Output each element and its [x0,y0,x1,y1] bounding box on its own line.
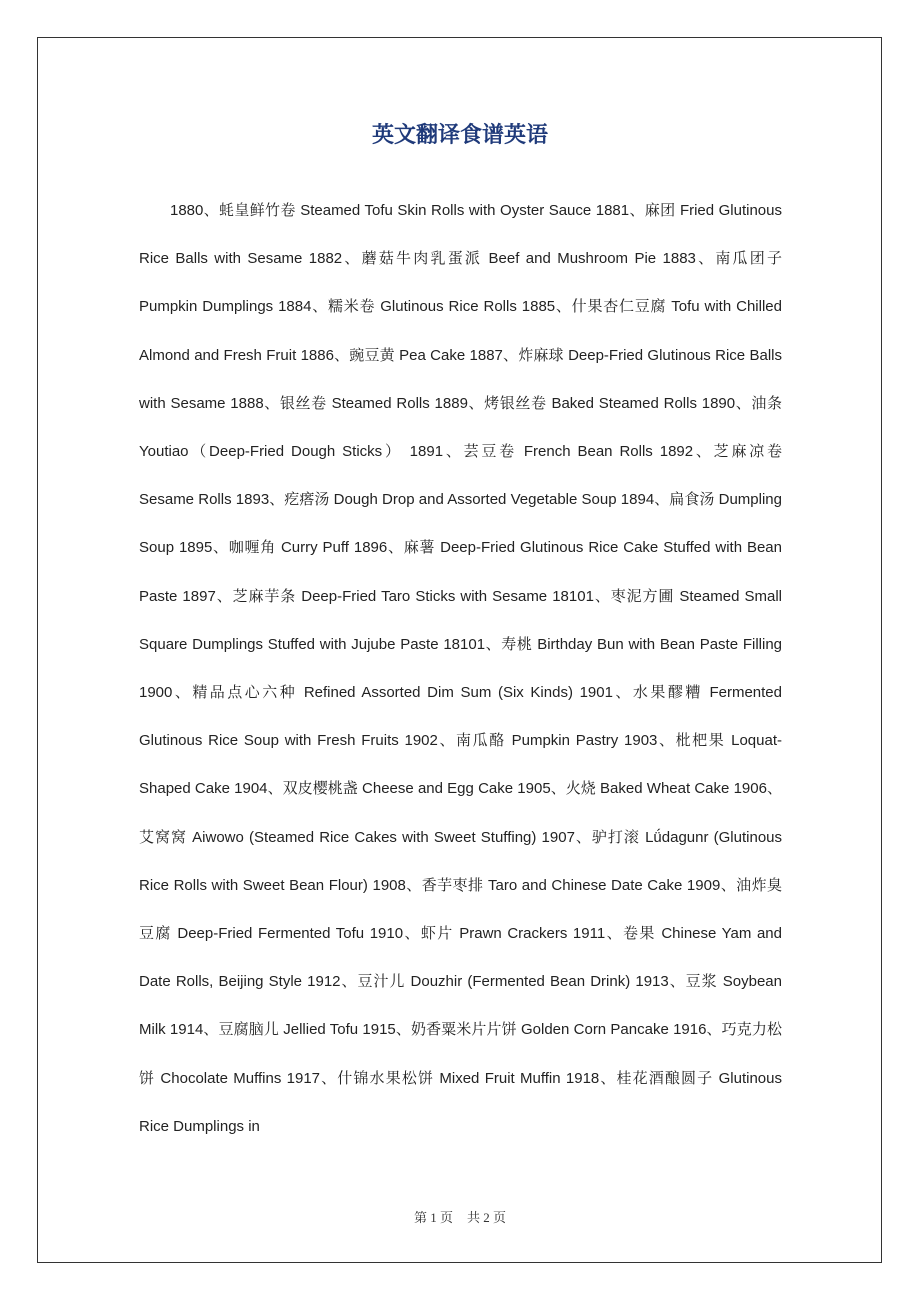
document-body-text: 1880、蚝皇鲜竹卷 Steamed Tofu Skin Rolls with Oyster Sauce 1881、麻团 Fried Glutinous Rice Balls with Sesame 1882、蘑菇牛肉乳蛋派 Beef and Mushroom Pie 1883、南瓜团子 Pumpkin Dumplings 1884、糯米卷 Glutinous Rice Rolls 1885、什果杏仁豆腐 Tofu with Chilled Almond and Fresh Fruit 1886、豌豆黄 Pea Cake 1887、炸麻球 Deep-Fried Glutinous Rice Balls with Sesame 1888、银丝卷 Steamed Rolls 1889、烤银丝卷 Baked Steamed Rolls 1890、油条 Youtiao（Deep-Fried Dough Sticks） 1891、芸豆卷 French Bean Rolls 1892、芝麻凉卷 Sesame Rolls 1893、疙瘩汤 Dough Drop and Assorted Vegetable Soup 1894、扁食汤 Dumpling Soup 1895、咖喱角 Curry Puff 1896、麻薯 Deep-Fried Glutinous Rice Cake Stuffed with Bean Paste 1897、芝麻芋条 Deep-Fried Taro Sticks with Sesame 18101、枣泥方圃 Steamed Small Square Dumplings Stuffed with Jujube Paste 18101、寿桃 Birthday Bun with Bean Paste Filling 1900、精品点心六种 Refined Assorted Dim Sum (Six Kinds) 1901、水果醪糟 Fermented Glutinous Rice Soup with Fresh Fruits 1902、南瓜酪 Pumpkin Pastry 1903、枇杷果 Loquat-Shaped Cake 1904、双皮樱桃盏 Cheese and Egg Cake 1905、火烧 Baked Wheat Cake 1906、艾窝窝 Aiwowo (Steamed Rice Cakes with Sweet Stuffing) 1907、驴打滚 Lǘdagunr (Glutinous Rice Rolls with Sweet Bean Flour) 1908、香芋枣排 Taro and Chinese Date Cake 1909、油炸臭豆腐 Deep-Fried Fermented Tofu 1910、虾片 Prawn Crackers 1911、卷果 Chinese Yam and Date Rolls, Beijing Style 1912、豆汁儿 Douzhir (Fermented Bean Drink) 1913、豆浆 Soybean Milk 1914、豆腐脑儿 Jellied Tofu 1915、奶香粟米片片饼 Golden Corn Pancake 1916、巧克力松饼 Chocolate Muffins 1917、什锦水果松饼 Mixed Fruit Muffin 1918、桂花酒酿圆子 Glutinous Rice Dumplings in [139,202,782,1135]
page-number: 第 1 页 [413,1210,453,1225]
document-title: 英文翻译食谱英语 [371,123,548,148]
page-footer [0,1207,920,1226]
total-pages: 共 2 页 [467,1210,507,1225]
